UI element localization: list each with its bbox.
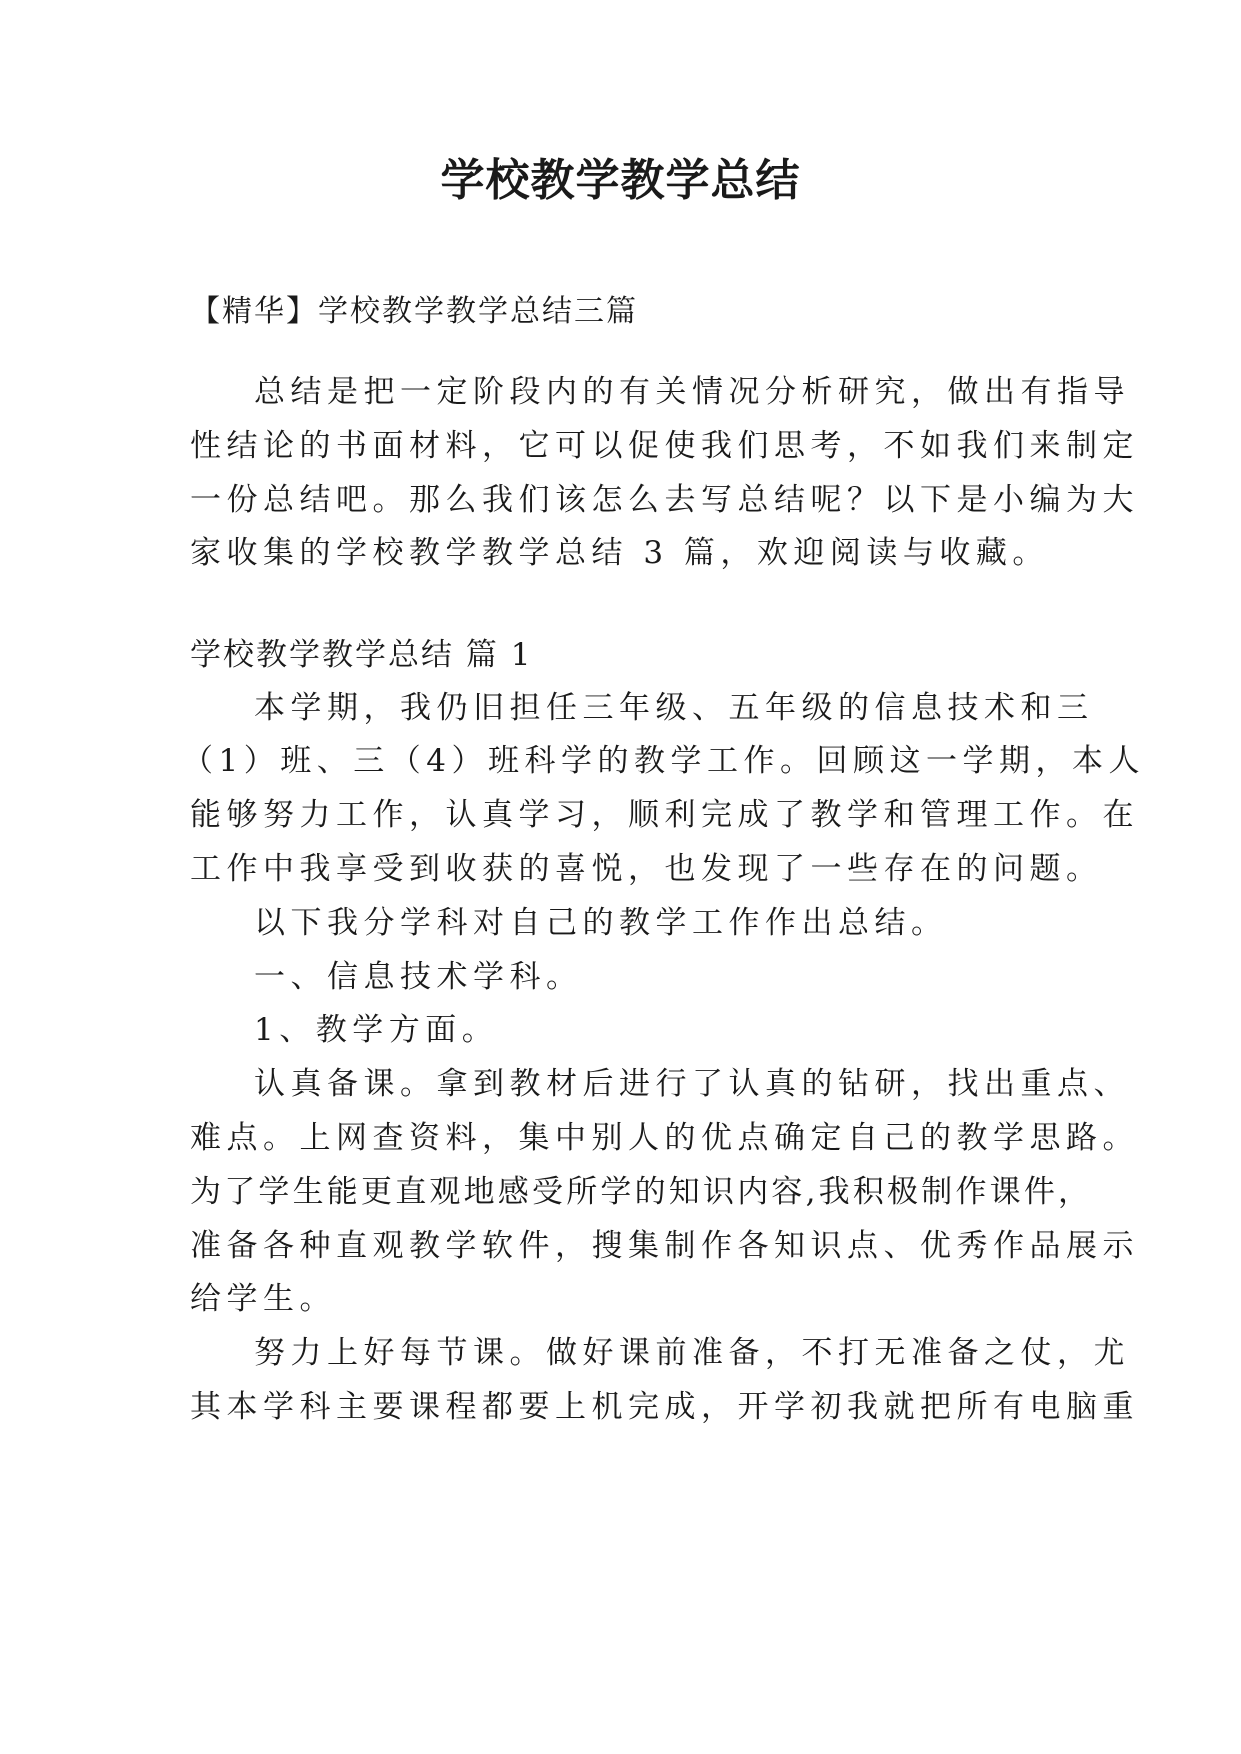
body-line: 1、教学方面。	[254, 1012, 499, 1048]
section-heading: 学校教学教学总结 篇 1	[190, 637, 533, 673]
body-line: 给学生。	[190, 1281, 336, 1317]
body-line: 努力上好每节课。做好课前准备，不打无准备之仗，尤	[254, 1335, 1130, 1371]
intro-line: 性结论的书面材料，它可以促使我们思考，不如我们来制定	[190, 428, 1139, 464]
intro-line: 一份总结吧。那么我们该怎么去写总结呢？以下是小编为大	[190, 482, 1139, 518]
body-line: 认真备课。拿到教材后进行了认真的钻研，找出重点、	[254, 1066, 1130, 1102]
body-line: 一、信息技术学科。	[254, 959, 583, 995]
document-title: 学校教学教学总结	[440, 155, 801, 206]
body-line: 工作中我享受到收获的喜悦，也发现了一些存在的问题。	[190, 851, 1103, 887]
body-line: 准备各种直观教学软件，搜集制作各知识点、优秀作品展示	[190, 1228, 1139, 1264]
body-line: （1）班、三（4）班科学的教学工作。回顾这一学期，本人	[182, 743, 1145, 779]
body-line: 能够努力工作，认真学习，顺利完成了教学和管理工作。在	[190, 797, 1139, 833]
intro-line: 家收集的学校教学教学总结 3 篇，欢迎阅读与收藏。	[190, 535, 1049, 571]
document-subtitle: 【精华】学校教学教学总结三篇	[190, 294, 638, 329]
body-line: 其本学科主要课程都要上机完成，开学初我就把所有电脑重	[190, 1389, 1139, 1425]
body-line: 为了学生能更直观地感受所学的知识内容,我积极制作课件，	[190, 1174, 1093, 1210]
body-line: 本学期，我仍旧担任三年级、五年级的信息技术和三	[254, 690, 1094, 726]
body-line: 以下我分学科对自己的教学工作作出总结。	[254, 905, 948, 941]
body-line: 难点。上网查资料，集中别人的优点确定自己的教学思路。	[190, 1120, 1139, 1156]
intro-line: 总结是把一定阶段内的有关情况分析研究，做出有指导	[254, 374, 1130, 410]
